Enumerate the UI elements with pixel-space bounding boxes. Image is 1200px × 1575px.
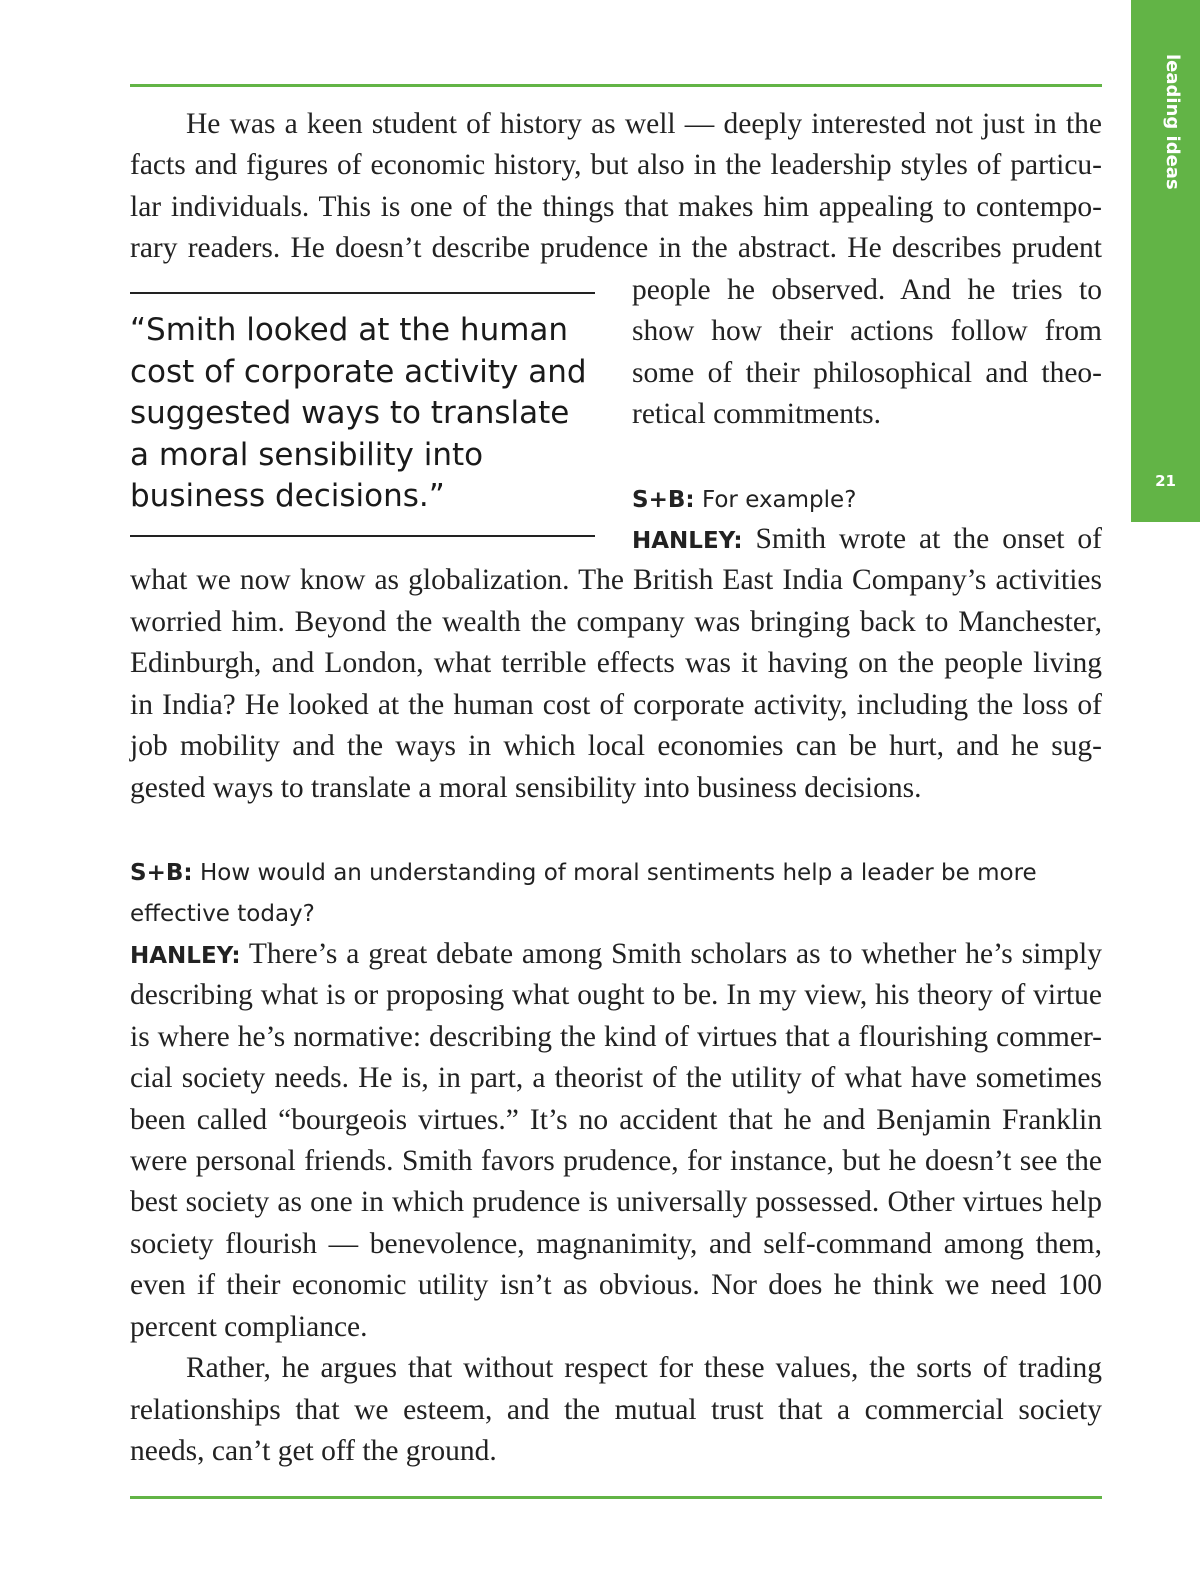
answer-2-first-line: [130, 934, 1102, 978]
text-line: rary readers. He doesn’t describe prudence in the abstract. He describes prudent: [130, 232, 1102, 264]
answer-text: Smith wrote at the onset of: [755, 523, 1102, 555]
text-line: retical commitments.: [632, 398, 882, 430]
text-line: job mobility and the ways in which local economies can be hurt, and he sug-: [130, 730, 1102, 762]
question-text: effective today?: [130, 901, 315, 927]
pull-quote-bottom-rule: [130, 535, 595, 537]
question-2-line-2: [130, 892, 1102, 936]
text-line: He was a keen student of history as well — deeply interested not just in the: [186, 108, 1102, 140]
question-text: For example?: [701, 487, 857, 513]
text-line: people he observed. And he tries to: [632, 274, 1102, 306]
text-line: what we now know as globalization. The British East India Company’s activities: [130, 564, 1102, 596]
answer-text: There’s a great debate among Smith scholars as to whether he’s simply: [248, 938, 1102, 970]
text-line: cial society needs. He is, in part, a theorist of the utility of what have sometimes: [130, 1062, 1102, 1094]
text-line: Edinburgh, and London, what terrible effects was it having on the people living: [130, 647, 1102, 679]
text-line: lar individuals. This is one of the things that makes him appealing to contempo-: [130, 191, 1102, 223]
answer-1-first-line: [632, 519, 1102, 563]
text-line: is where he’s normative: describing the kind of virtues that a flourishing commer-: [130, 1021, 1102, 1053]
speaker-label: S+B:: [130, 860, 193, 886]
bottom-rule: [130, 1496, 1102, 1499]
text-line: in India? He looked at the human cost of corporate activity, including the loss of: [130, 689, 1102, 721]
question-1: [632, 478, 1102, 522]
speaker-label: S+B:: [632, 487, 695, 513]
text-line: show how their actions follow from: [632, 315, 1102, 347]
text-line: needs, can’t get off the ground.: [130, 1435, 497, 1467]
text-line: best society as one in which prudence is universally possessed. Other virtues help: [130, 1186, 1102, 1218]
section-tab-label: [1131, 0, 1200, 522]
speaker-label: HANLEY:: [632, 528, 743, 554]
text-line: some of their philosophical and theo-: [632, 357, 1102, 389]
text-line: relationships that we esteem, and the mutual trust that a commercial society: [130, 1394, 1102, 1426]
speaker-label: HANLEY:: [130, 943, 241, 969]
pull-quote-text: “Smith looked at the human cost of corporate activity and suggested ways to translate a moral sensibility into business decisions.”: [130, 312, 587, 514]
text-line: been called “bourgeois virtues.” It’s no accident that he and Benjamin Franklin: [130, 1104, 1102, 1136]
text-line: facts and figures of economic history, but also in the leadership styles of particu-: [130, 149, 1102, 181]
top-rule: [130, 84, 1102, 87]
question-2-line-1: [130, 851, 1102, 895]
question-text: How would an understanding of moral sentiments help a leader be more: [199, 860, 1037, 886]
text-line: Rather, he argues that without respect for these values, the sorts of trading: [186, 1352, 1102, 1384]
text-line: worried him. Beyond the wealth the company was bringing back to Manchester,: [130, 606, 1102, 638]
pull-quote: [130, 292, 595, 537]
text-line: society flourish — benevolence, magnanimity, and self-command among them,: [130, 1228, 1102, 1260]
text-line: even if their economic utility isn’t as obvious. Nor does he think we need 100: [130, 1269, 1102, 1301]
text-line: describing what is or proposing what ought to be. In my view, his theory of virtue: [130, 979, 1102, 1011]
page-number: 21: [1155, 472, 1176, 490]
text-line: percent compliance.: [130, 1311, 368, 1343]
section-title: leading ideas: [1162, 54, 1183, 190]
text-line: were personal friends. Smith favors prudence, for instance, but he doesn’t see the: [130, 1145, 1102, 1177]
pull-quote-top-rule: [130, 292, 595, 294]
text-line: gested ways to translate a moral sensibility into business decisions.: [130, 772, 922, 804]
